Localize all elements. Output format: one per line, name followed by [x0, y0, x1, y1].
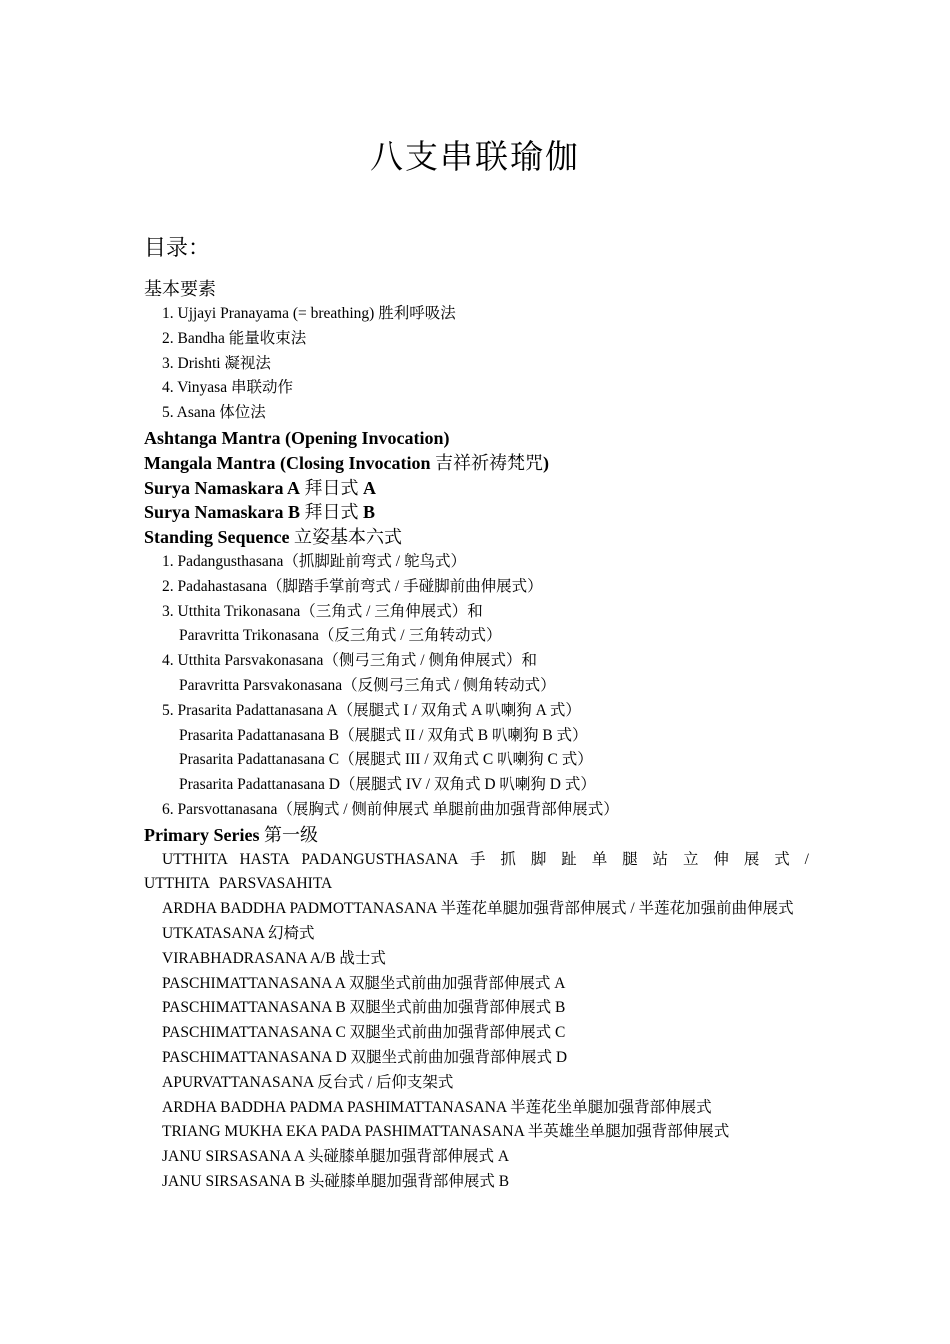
standing-item-continuation: Prasarita Padattanasana B（展腿式 II / 双角式 B 叭喇狗 B 式） — [179, 726, 588, 744]
standing-item: 3. Utthita Trikonasana（三角式 / 三角伸展式）和 — [162, 602, 483, 620]
basic-item: 5. Asana 体位法 — [162, 404, 266, 422]
section-subtitle: 吉祥祈祷梵咒 — [430, 452, 544, 473]
section-title: Standing Sequence — [144, 527, 290, 548]
section-title: Mangala Mantra (Closing Invocation — [144, 452, 431, 473]
section-subtitle: 立姿基本六式 — [289, 527, 403, 548]
section-title: Surya Namaskara A — [144, 477, 301, 498]
pose-item: VIRABHADRASANA A/B 战士式 — [162, 949, 386, 967]
pose-item: JANU SIRSASANA B 头碰膝单腿加强背部伸展式 B — [162, 1172, 510, 1190]
section-title: Ashtanga Mantra (Opening Invocation) — [144, 427, 450, 448]
basic-heading: 基本要素 — [144, 279, 216, 299]
basic-item: 4. Vinyasa 串联动作 — [162, 379, 293, 397]
section-title: Primary Series — [144, 824, 260, 845]
document-title: 八支串联瑜伽 — [370, 140, 580, 176]
pose-item: PASCHIMATTANASANA B 双腿坐式前曲加强背部伸展式 B — [162, 999, 566, 1017]
basic-item: 3. Drishti 凝视法 — [162, 354, 271, 372]
standing-item: 1. Padangusthasana（抓脚趾前弯式 / 鸵鸟式） — [162, 552, 466, 570]
section-opening-invocation — [144, 426, 809, 451]
pose-item: JANU SIRSASANA A 头碰膝单腿加强背部伸展式 A — [162, 1148, 510, 1166]
toc-heading: 目录： — [144, 235, 211, 260]
section-subtitle: 拜日式 — [300, 477, 364, 498]
section-closing-invocation — [144, 451, 809, 476]
pose-item: ARDHA BADDHA PADMOTTANASANA 半莲花单腿加强背部伸展式 / 半莲花加强前曲伸展式 — [162, 900, 794, 918]
standing-item: 2. Padahastasana（脚踏手掌前弯式 / 手碰脚前曲伸展式） — [162, 577, 543, 595]
pose-item: UTTHITA HASTA PADANGUSTHASANA 手 抓 脚 趾 单 腿 站 立 伸 展 式 / UTTHITA PARSVASAHITA — [144, 850, 809, 893]
standing-item-continuation: Paravritta Trikonasana（反三角式 / 三角转动式） — [179, 627, 502, 645]
standing-item-continuation: Prasarita Padattanasana C（展腿式 III / 双角式 C 叭喇狗 C 式） — [179, 751, 593, 769]
section-surya-b — [144, 500, 809, 525]
pose-item: ARDHA BADDHA PADMA PASHIMATTANASANA 半莲花坐单腿加强背部伸展式 — [162, 1098, 712, 1116]
standing-item: 6. Parsvottanasana（展胸式 / 侧前伸展式 单腿前曲加强背部伸展式） — [162, 800, 619, 818]
pose-item: PASCHIMATTANASANA C 双腿坐式前曲加强背部伸展式 C — [162, 1024, 566, 1042]
standing-item-continuation: Prasarita Padattanasana D（展腿式 IV / 双角式 D 叭喇狗 D 式） — [179, 776, 596, 794]
pose-item: PASCHIMATTANASANA D 双腿坐式前曲加强背部伸展式 D — [162, 1048, 568, 1066]
section-title-end: ) — [543, 452, 550, 473]
pose-item: UTKATASANA 幻椅式 — [162, 924, 315, 942]
pose-item: TRIANG MUKHA EKA PADA PASHIMATTANASANA 半英雄坐单腿加强背部伸展式 — [162, 1123, 730, 1141]
pose-item: PASCHIMATTANASANA A 双腿坐式前曲加强背部伸展式 A — [162, 974, 566, 992]
toc-body — [144, 276, 809, 1195]
standing-item: 5. Prasarita Padattanasana A（展腿式 I / 双角式 A 叭喇狗 A 式） — [162, 701, 581, 719]
section-subtitle: 拜日式 — [300, 502, 364, 523]
section-title: Surya Namaskara B — [144, 502, 301, 523]
basic-item: 1. Ujjayi Pranayama (= breathing) 胜利呼吸法 — [162, 305, 456, 322]
section-title-end: B — [363, 502, 376, 523]
basic-item: 2. Bandha 能量收束法 — [162, 329, 307, 347]
pose-item: APURVATTANASANA 反台式 / 后仰支架式 — [162, 1073, 454, 1091]
section-primary-series — [144, 823, 809, 848]
section-subtitle: 第一级 — [259, 824, 318, 845]
standing-item: 4. Utthita Parsvakonasana（侧弓三角式 / 侧角伸展式）和 — [162, 652, 537, 670]
section-title-end: A — [363, 477, 377, 498]
section-standing-sequence — [144, 525, 809, 550]
standing-item-continuation: Paravritta Parsvakonasana（反侧弓三角式 / 侧角转动式） — [179, 676, 556, 694]
section-surya-a — [144, 476, 809, 501]
